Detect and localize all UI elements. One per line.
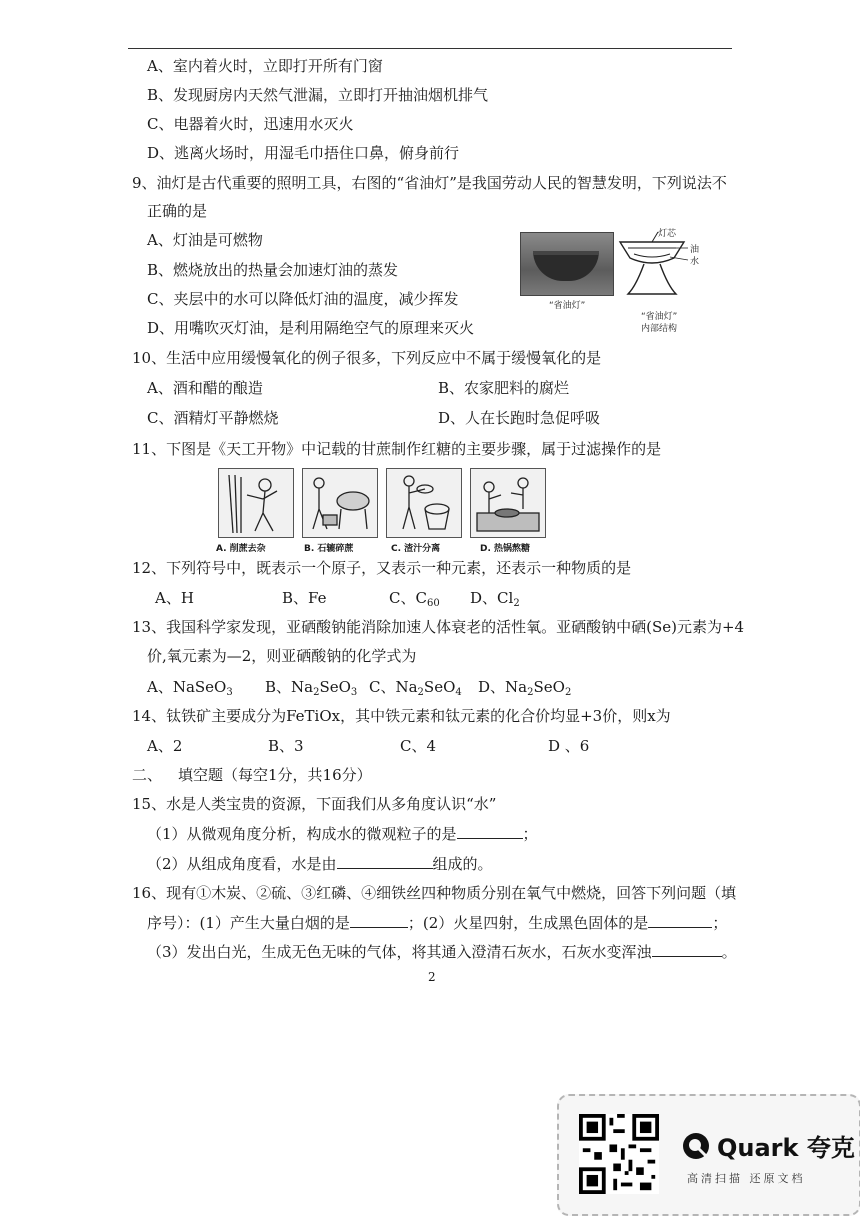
q14-option-a: A、2 [147, 737, 183, 755]
answer-blank[interactable] [652, 942, 722, 957]
answer-blank[interactable] [457, 824, 523, 839]
q14-option-d: D 、6 [548, 737, 590, 755]
q14-option-c: C、4 [400, 737, 437, 755]
q8-option-b: B、发现厨房内天然气泄漏，立即打开抽油烟机排气 [147, 86, 489, 104]
q9-option-b: B、燃烧放出的热量会加速灯油的蒸发 [147, 261, 399, 279]
q12-option-a: A、H [155, 589, 194, 607]
q11-stem: 11、下图是《天工开物》中记载的甘蔗制作红糖的主要步骤，属于过滤操作的是 [132, 440, 662, 458]
diagram-caption-1: “省油灯” [641, 312, 678, 322]
figure-panel-d [470, 468, 546, 538]
label-water: 水 [690, 257, 700, 267]
caption-a: A. 削蔗去杂 [216, 544, 266, 554]
label-oil: 油 [690, 245, 700, 255]
q13-stem: 13、我国科学家发现，亚硒酸钠能消除加速人体衰老的活性氧。亚硒酸钠中硒(Se)元素为+4 [132, 618, 745, 636]
figure-panel-a [218, 468, 294, 538]
q14-option-b: B、3 [268, 737, 304, 755]
q14-stem: 14、钛铁矿主要成分为FeTiOx，其中铁元素和钛元素的化合价均显+3价，则x为 [132, 707, 671, 725]
q10-option-a: A、酒和醋的酿造 [147, 379, 263, 397]
oil-lamp-photo-caption: “省油灯” [549, 301, 586, 311]
diagram-caption-2: 内部结构 [641, 324, 678, 334]
q13-stem-cont: 价,氧元素为—2，则亚硒酸钠的化学式为 [147, 647, 417, 665]
q16-line3: （3）发出白光，生成无色无味的气体，将其通入澄清石灰水，石灰水变浑浊 。 [147, 943, 737, 961]
q8-option-c: C、电器着火时，迅速用水灭火 [147, 115, 354, 133]
quark-scan-badge [557, 1094, 860, 1216]
q9-option-d: D、用嘴吹灭灯油，是利用隔绝空气的原理来灭火 [147, 319, 475, 337]
label-wick: 灯芯 [658, 229, 677, 239]
q8-option-d: D、逃离火场时，用湿毛巾捂住口鼻，俯身前行 [147, 144, 460, 162]
q12-option-c: C、$C_{60}$ [389, 589, 440, 609]
caption-d: D. 热锅熬糖 [480, 544, 531, 554]
answer-blank[interactable] [648, 913, 712, 928]
q13-option-a: A、NaSeO$_3$ [147, 678, 233, 698]
section-number: 二、 [132, 766, 163, 784]
figure-panel-c [386, 468, 462, 538]
answer-blank[interactable] [350, 913, 408, 928]
oil-lamp-photo [520, 232, 614, 296]
q12-option-d: D、$Cl_2$ [470, 589, 520, 609]
q10-option-c: C、酒精灯平静燃烧 [147, 409, 279, 427]
q9-option-c: C、夹层中的水可以降低灯油的温度，减少挥发 [147, 290, 459, 308]
q16-line2: 序号）：(1）产生大量白烟的是 ；(2）火星四射，生成黑色固体的是 ； [147, 914, 728, 932]
caption-b: B. 石辘碎蔗 [304, 544, 354, 554]
q10-option-b: B、农家肥料的腐烂 [438, 379, 570, 397]
section-title: 填空题（每空1分，共16分） [178, 766, 372, 784]
q12-stem: 12、下列符号中，既表示一个原子，又表示一种元素，还表示一种物质的是 [132, 559, 632, 577]
q8-option-a: A、室内着火时，立即打开所有门窗 [147, 57, 383, 75]
q9-stem-cont: 正确的是 [147, 202, 208, 220]
figure-panel-b [302, 468, 378, 538]
quark-tagline: 高清扫描 还原文档 [687, 1172, 806, 1185]
q15-part1: （1）从微观角度分析，构成水的微观粒子的是 ； [147, 825, 538, 843]
qr-code-icon [579, 1114, 659, 1194]
sugarcane-process-figure [218, 468, 550, 540]
q13-option-d: D、$Na_2SeO_2$ [478, 678, 572, 698]
answer-blank[interactable] [337, 854, 433, 869]
q16-stem: 16、现有①木炭、②硫、③红磷、④细铁丝四种物质分别在氧气中燃烧，回答下列问题（填 [132, 884, 737, 902]
q13-option-b: B、$Na_2SeO_3$ [265, 678, 358, 698]
q10-option-d: D、人在长跑时急促呼吸 [438, 409, 601, 427]
q10-stem: 10、生活中应用缓慢氧化的例子很多，下列反应中不属于缓慢氧化的是 [132, 349, 602, 367]
q15-part2: （2）从组成角度看，水是由 组成的。 [147, 855, 493, 873]
q13-option-c: C、$Na_2SeO_4$ [369, 678, 462, 698]
q9-stem: 9、油灯是古代重要的照明工具，右图的“省油灯”是我国劳动人民的智慧发明，下列说法不 [132, 174, 727, 192]
page-number: 2 [428, 970, 436, 984]
caption-c: C. 渣汁分离 [391, 544, 441, 554]
quark-logo-icon [681, 1131, 711, 1161]
header-rule [128, 48, 732, 49]
q15-stem: 15、水是人类宝贵的资源，下面我们从多角度认识“水” [132, 795, 497, 813]
quark-brand-text: Quark 夸克 [717, 1134, 855, 1162]
q9-option-a: A、灯油是可燃物 [147, 231, 263, 249]
q12-option-b: B、Fe [282, 589, 327, 607]
quark-brand [681, 1128, 855, 1163]
